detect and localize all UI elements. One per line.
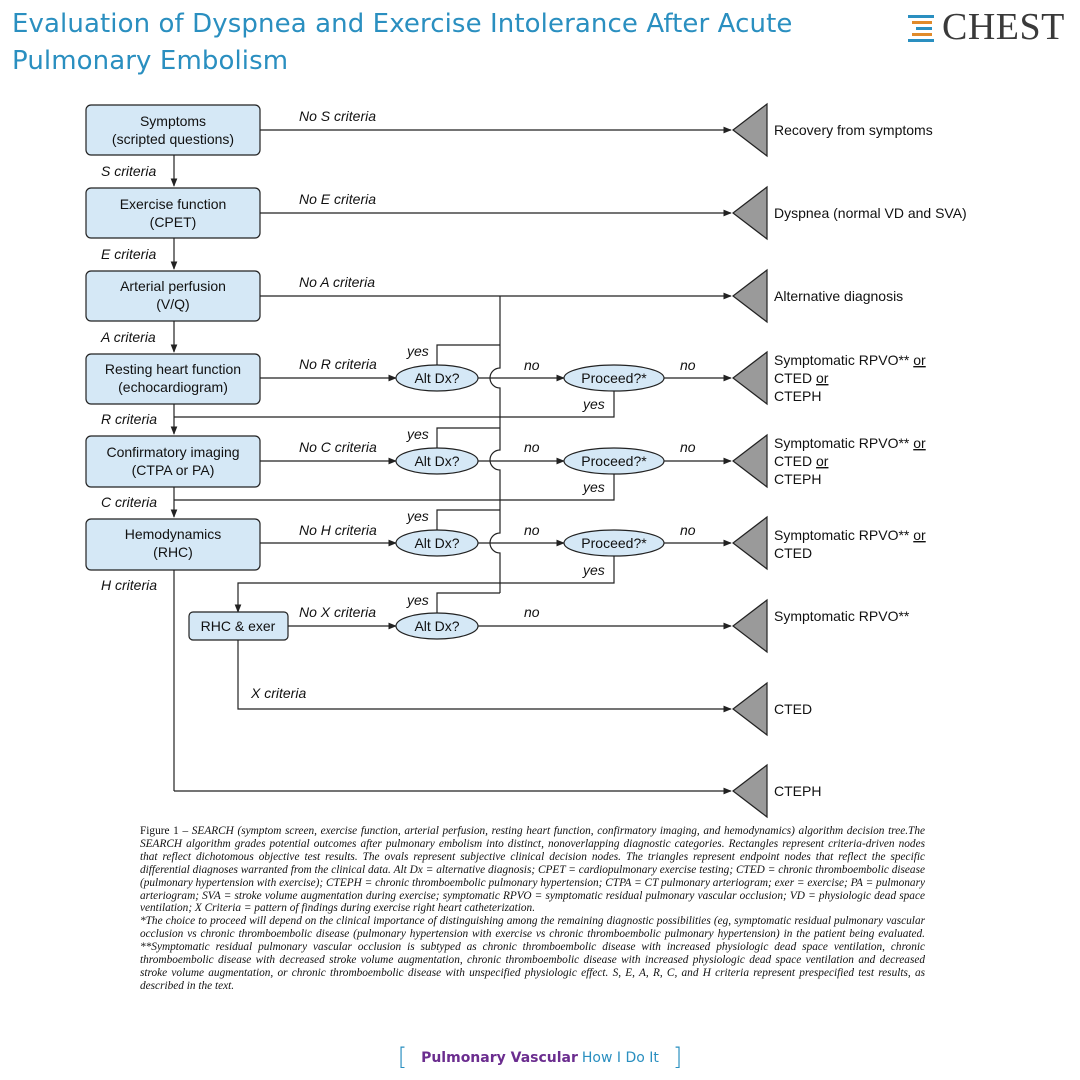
outcome-alt-diagnosis: Alternative diagnosis [774, 288, 904, 304]
outcome-labels [774, 122, 967, 799]
footer-section: How I Do It [581, 1050, 659, 1066]
page-title: Evaluation of Dyspnea and Exercise Intolerance After Acute Pulmonary Embolism [12, 9, 793, 76]
label-yes-altdx-x: yes [407, 592, 429, 608]
endpoint-triangles [733, 104, 767, 817]
outcome-c-line2: CTED or [774, 453, 829, 469]
label-no-s: No S criteria [299, 108, 377, 124]
node-heart [86, 354, 260, 404]
label-no-h: No H criteria [299, 522, 377, 538]
node-imaging [86, 436, 260, 487]
label-yes-proceed-c: yes [583, 479, 605, 495]
label-yes-proceed-h: yes [583, 562, 605, 578]
outcome-dyspnea: Dyspnea (normal VD and SVA) [774, 205, 967, 221]
label-a: A criteria [101, 329, 156, 345]
label-no-a: No A criteria [299, 274, 375, 290]
label-no-proceed-h: no [680, 522, 696, 538]
outcome-x-cted: CTED [774, 701, 813, 717]
node-imaging-sub: (CTPA or PA) [131, 462, 215, 478]
node-hemodynamics [86, 519, 260, 570]
label-c: C criteria [101, 494, 158, 510]
node-heart-title: Resting heart function [104, 361, 242, 377]
caption-paragraph-2: *The choice to proceed will depend on the clinical importance of distinguishing among the remaining diagnostic possibilities (eg, symptomatic residual pulmonary vascular occlusion vs chronic thromboembolic disease (pulmonary hypertension with exercise vs chronic thromboembolic pulmonary hypertension) in the patient being evaluated. **Symptomatic residual pulmonary vascular occlusion is subtyped as chronic thromboembolic disease with increased physiologic dead space ventilation, chronic thromboembolic disease with decreased stroke volume augmentation, chronic thromboembolic disease with increased physiologic dead space ventilation and decreased stroke volume augmentation, or chronic thromboembolic disease with unspecified physiologic effect. S, E, A, R, C, and H criteria represent prespecified test results, as described in the text. [140, 915, 925, 992]
label-no-altdx-h: no [524, 522, 540, 538]
alt-dx-oval-c: Alt Dx? [414, 453, 460, 469]
node-rhc-exer-label: RHC & exer [200, 618, 276, 634]
node-exercise [86, 188, 260, 238]
figure-caption [140, 825, 925, 993]
outcome-h-line2: CTED [774, 545, 813, 561]
outcome-h-line1: Symptomatic RPVO** or [774, 527, 926, 543]
decision-ovals [396, 365, 664, 639]
footer-right-bracket: ] [672, 1043, 683, 1071]
label-no-r: No R criteria [299, 356, 377, 372]
node-rhc-exer [189, 612, 288, 640]
label-no-altdx-c: no [524, 439, 540, 455]
node-hemodynamics-sub: (RHC) [153, 544, 193, 560]
footer-left-bracket: [ [397, 1043, 408, 1071]
alt-dx-oval-h: Alt Dx? [414, 535, 460, 551]
node-perfusion-sub: (V/Q) [156, 296, 190, 312]
label-no-altdx-x: no [524, 604, 540, 620]
node-symptoms-title: Symptoms [139, 113, 207, 129]
node-imaging-title: Confirmatory imaging [106, 444, 240, 460]
label-x: X criteria [251, 685, 307, 701]
outcome-c-line3: CTEPH [774, 471, 822, 487]
label-yes-altdx-h: yes [407, 508, 429, 524]
outcome-r-line2: CTED or [774, 370, 829, 386]
label-yes-altdx-c: yes [407, 426, 429, 442]
outcome-r-line1: Symptomatic RPVO** or [774, 352, 926, 368]
label-s: S criteria [101, 163, 157, 179]
footer-section-tag [0, 1043, 1080, 1071]
node-exercise-sub: (CPET) [149, 214, 197, 230]
alt-dx-oval-r: Alt Dx? [414, 370, 460, 386]
label-h: H criteria [101, 577, 158, 593]
outcome-cteph: CTEPH [774, 783, 822, 799]
node-symptoms [86, 105, 260, 155]
outcome-x-rpvo: Symptomatic RPVO** [774, 608, 910, 624]
alt-dx-oval-x: Alt Dx? [414, 618, 460, 634]
node-heart-sub: (echocardiogram) [118, 379, 228, 395]
label-no-proceed-c: no [680, 439, 696, 455]
label-no-altdx-r: no [524, 357, 540, 373]
chest-logo-text: CHEST [942, 6, 1065, 48]
label-e: E criteria [101, 246, 157, 262]
outcome-r-line3: CTEPH [774, 388, 822, 404]
caption-paragraph-1: SEARCH (symptom screen, exercise function, arterial perfusion, resting heart function, confirmatory imaging, and hemodynamics) algorithm decision tree.The SEARCH algorithm grades potential outcomes after pulmonary embolism into distinct, nonoverlapping diagnostic categories. Rectangles represent criteria-driven nodes that reflect dichotomous objective test results. The ovals represent subjective clinical decision nodes. The triangles represent endpoint nodes that reflect the specific differential diagnoses warranted from the clinical data. Alt Dx = alternative diagnosis; CPET = cardiopulmonary exercise testing; CTED = chronic thromboembolic disease (pulmonary hypertension with exercise); CTEPH = chronic thromboembolic pulmonary hypertension; CTPA = CT pulmonary arteriogram; exer = exercise; PA = pulmonary arteriogram; SVA = stroke volume augmentation during exercise; symptomatic RPVO = symptomatic residual pulmonary vascular occlusion; VD = physiologic dead space ventilation; X Criteria = pattern of findings during exercise right heart catheterization. [140, 825, 925, 915]
proceed-oval-h: Proceed?* [581, 535, 647, 551]
outcome-c-line1: Symptomatic RPVO** or [774, 435, 926, 451]
label-no-c: No C criteria [299, 439, 377, 455]
node-exercise-title: Exercise function [119, 196, 227, 212]
node-hemodynamics-title: Hemodynamics [124, 526, 222, 542]
label-yes-proceed-r: yes [583, 396, 605, 412]
caption-figure-label: Figure 1 – [140, 825, 189, 837]
node-perfusion [86, 271, 260, 321]
node-perfusion-title: Arterial perfusion [120, 278, 226, 294]
outcome-recovery: Recovery from symptoms [774, 122, 933, 138]
label-no-e: No E criteria [299, 191, 377, 207]
proceed-oval-r: Proceed?* [581, 370, 647, 386]
label-no-x: No X criteria [299, 604, 377, 620]
footer-category: Pulmonary Vascular [421, 1050, 578, 1066]
proceed-oval-c: Proceed?* [581, 453, 647, 469]
node-symptoms-sub: (scripted questions) [111, 131, 235, 147]
label-no-proceed-r: no [680, 357, 696, 373]
label-yes-altdx-r: yes [407, 343, 429, 359]
label-r: R criteria [101, 411, 158, 427]
